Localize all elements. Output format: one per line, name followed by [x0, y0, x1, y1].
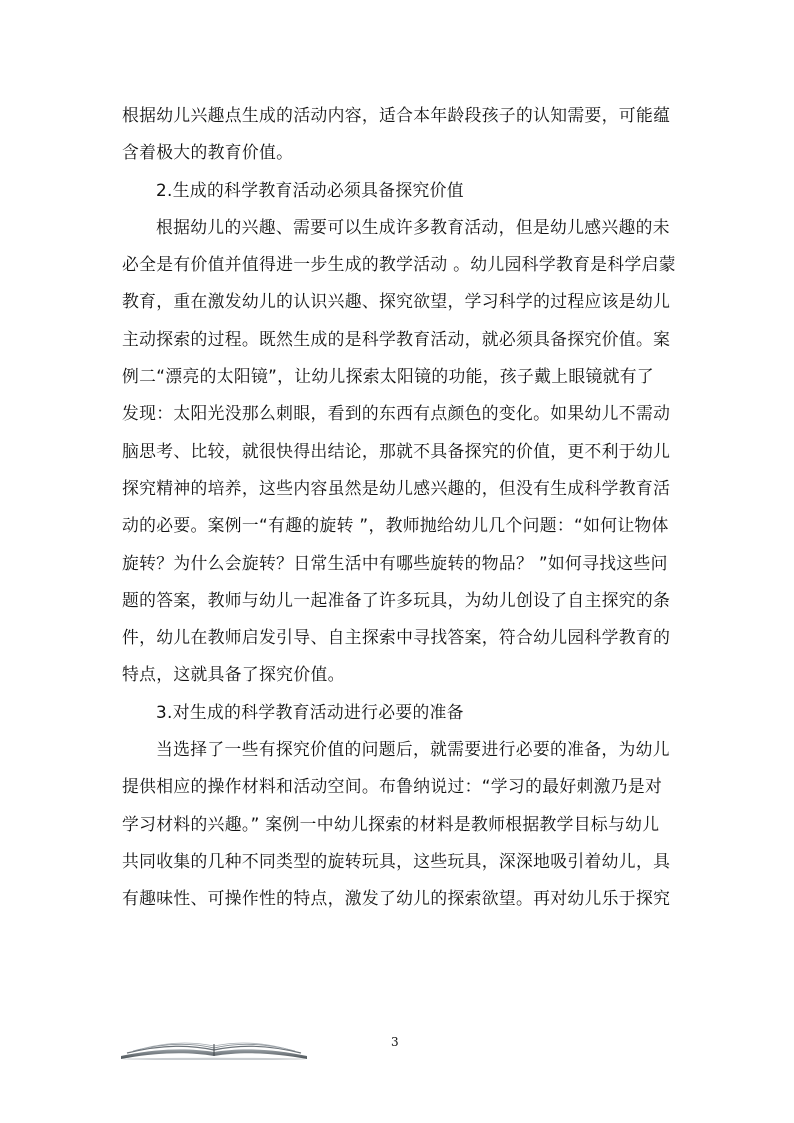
section-heading: 2.生成的科学教育活动必须具备探究价值 — [156, 179, 464, 200]
open-book-icon — [119, 1038, 309, 1060]
body-line: 提供相应的操作材料和活动空间。布鲁纳说过：“学习的最好刺激乃是对 — [122, 776, 663, 797]
body-line: 例二“漂亮的太阳镜”，让幼儿探索太阳镜的功能，孩子戴上眼镜就有了 — [122, 366, 655, 387]
document-body — [122, 97, 674, 918]
body-line: 根据幼儿兴趣点生成的活动内容，适合本年龄段孩子的认知需要，可能蕴 — [122, 105, 671, 125]
body-line: 当选择了一些有探究价值的问题后，就需要进行必要的准备，为幼儿 — [156, 739, 670, 760]
body-line: 根据幼儿的兴趣、需要可以生成许多教育活动，但是幼儿感兴趣的未 — [156, 216, 670, 237]
body-line: 有趣味性、可操作性的特点，激发了幼儿的探索欲望。再对幼儿乐于探究 — [122, 888, 671, 909]
body-line: 必全是有价值并值得进一步生成的教学活动 。幼儿园科学教育是科学启蒙 — [122, 254, 676, 275]
section-heading: 3.对生成的科学教育活动进行必要的准备 — [156, 701, 464, 722]
body-line: 特点，这就具备了探究价值。 — [122, 664, 345, 685]
body-line: 含着极大的教育价值。 — [122, 142, 294, 163]
body-line: 题的答案，教师与幼儿一起准备了许多玩具，为幼儿创设了自主探究的条 — [122, 589, 671, 610]
body-line: 脑思考、比较，就很快得出结论，那就不具备探究的价值，更不利于幼儿 — [122, 440, 671, 461]
body-line: 旋转？为什么会旋转？日常生活中有哪些旋转的物品？ ”如何寻找这些问 — [122, 552, 668, 573]
body-line: 主动探索的过程。既然生成的是科学教育活动，就必须具备探究价值。案 — [122, 328, 671, 349]
page-number: 3 — [391, 1035, 399, 1049]
body-line: 学习材料的兴趣。” 案例一中幼儿探索的材料是教师根据教学目标与幼儿 — [122, 813, 660, 834]
body-line: 件，幼儿在教师启发引导、自主探索中寻找答案，符合幼儿园科学教育的 — [122, 627, 671, 648]
body-line: 共同收集的几种不同类型的旋转玩具，这些玩具，深深地吸引着幼儿，具 — [122, 850, 671, 871]
body-line: 动的必要。案例一“有趣的旋转 ”，教师抛给幼儿几个问题：“如何让物体 — [122, 515, 669, 536]
body-line: 发现：太阳光没那么刺眼，看到的东西有点颜色的变化。如果幼儿不需动 — [122, 403, 671, 424]
body-line: 教育，重在激发幼儿的认识兴趣、探究欲望，学习科学的过程应该是幼儿 — [122, 291, 671, 312]
body-line: 探究精神的培养，这些内容虽然是幼儿感兴趣的，但没有生成科学教育活 — [122, 477, 671, 498]
